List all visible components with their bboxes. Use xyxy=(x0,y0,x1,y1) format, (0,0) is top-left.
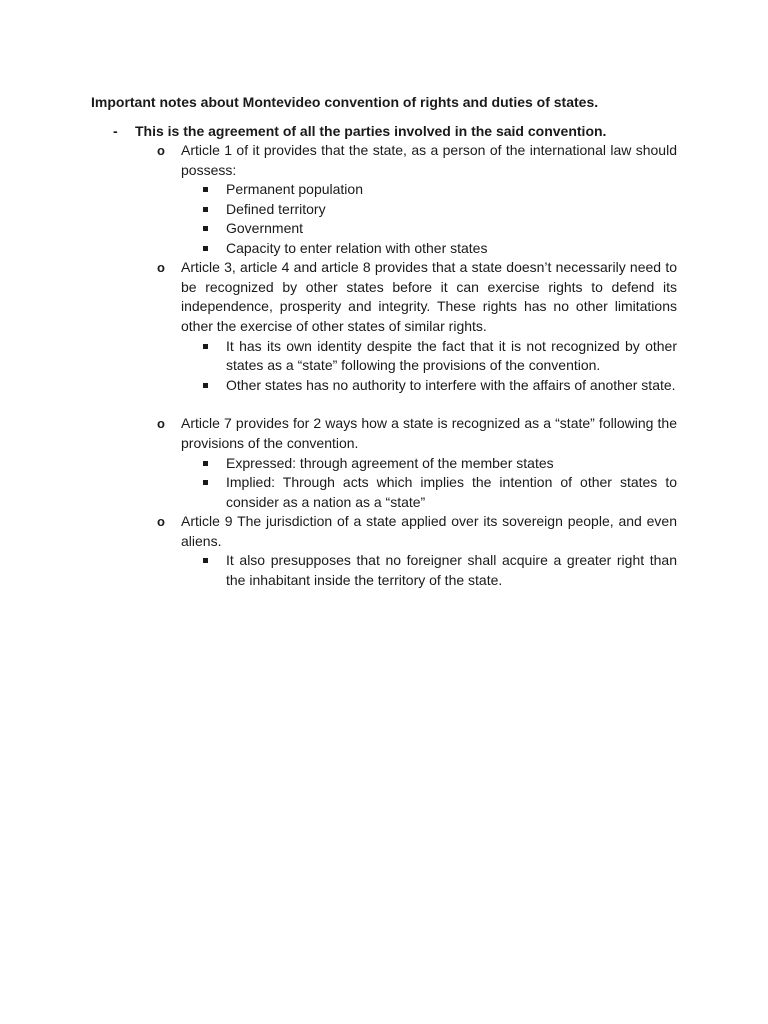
article-3-4-8-item xyxy=(157,258,677,336)
list-item xyxy=(203,376,677,396)
square-bullet-icon xyxy=(203,461,208,466)
circle-bullet-icon: o xyxy=(157,514,165,529)
document-title: Important notes about Montevideo convention of rights and duties of states. xyxy=(91,94,599,110)
list-item xyxy=(203,454,677,474)
list-item xyxy=(203,200,677,220)
article-1-text: Article 1 of it provides that the state, as a person of the international law should possess: xyxy=(181,142,677,178)
circle-bullet-icon: o xyxy=(157,416,165,431)
article-1-item xyxy=(157,141,677,180)
square-bullet-icon xyxy=(203,480,208,485)
list-item xyxy=(203,473,677,512)
square-bullet-icon xyxy=(203,226,208,231)
list-item-text: It also presupposes that no foreigner shall acquire a greater right than the inhabitant inside the territory of the state. xyxy=(226,552,677,588)
square-bullet-icon xyxy=(203,246,208,251)
list-item xyxy=(203,219,677,239)
article-3-4-8-text: Article 3, article 4 and article 8 provides that a state doesn’t necessarily need to be recognized by other states before it can exercise rights to defend its independence, prosperity and integrity. These rights has no other limitations other the exercise of other states of similar rights. xyxy=(181,259,677,334)
list-item-text: Government xyxy=(226,220,304,236)
square-bullet-icon xyxy=(203,344,208,349)
list-item-text: Implied: Through acts which implies the intention of other states to consider as a nation as a “state” xyxy=(226,474,677,510)
square-bullet-icon xyxy=(203,558,208,563)
list-item-text: Other states has no authority to interfere with the affairs of another state. xyxy=(226,376,676,393)
square-bullet-icon xyxy=(203,187,208,192)
dash-marker: - xyxy=(113,123,118,139)
list-item-text: Capacity to enter relation with other states xyxy=(226,239,488,256)
list-item xyxy=(203,180,677,200)
main-point-text: This is the agreement of all the parties involved in the said convention. xyxy=(135,123,607,139)
list-item-text: Expressed: through agreement of the member states xyxy=(226,454,554,471)
list-item xyxy=(203,551,677,590)
circle-bullet-icon: o xyxy=(157,260,165,275)
square-bullet-icon xyxy=(203,207,208,212)
article-7-text: Article 7 provides for 2 ways how a state is recognized as a “state” following the provisions of the convention. xyxy=(181,415,677,451)
article-9-item xyxy=(157,512,677,551)
square-bullet-icon xyxy=(203,383,208,388)
article-9-text: Article 9 The jurisdiction of a state applied over its sovereign people, and even aliens. xyxy=(181,513,677,549)
circle-bullet-icon: o xyxy=(157,143,165,158)
list-item xyxy=(203,337,677,376)
list-item-text: Permanent population xyxy=(226,181,363,197)
list-item xyxy=(203,239,677,259)
list-item-text: It has its own identity despite the fact that it is not recognized by other states as a “state” following the provisions of the convention. xyxy=(226,337,677,373)
article-7-item xyxy=(157,414,677,453)
list-item-text: Defined territory xyxy=(226,200,326,217)
